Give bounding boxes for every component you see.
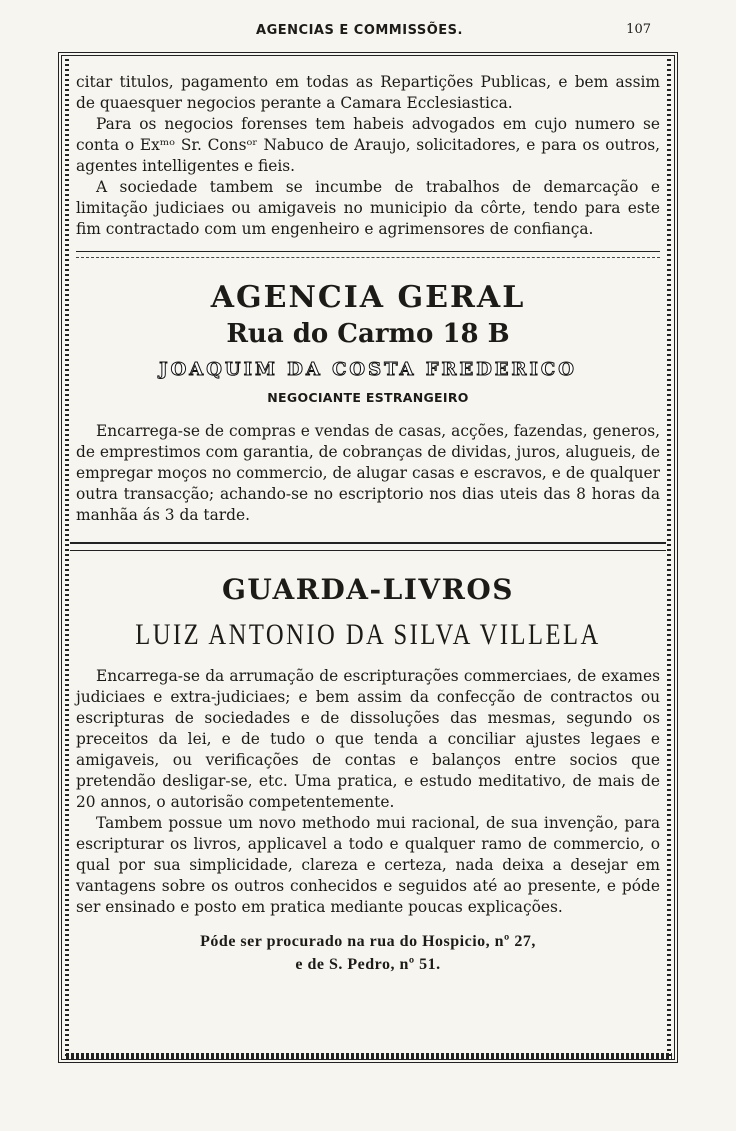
agencia-title: AGENCIA GERAL (210, 280, 526, 315)
frame-content (76, 72, 660, 976)
agencia-role: NEGOCIANTE ESTRANGEIRO (267, 390, 469, 405)
bottom-border-rule (66, 1053, 672, 1060)
guarda-livros-address (76, 930, 660, 976)
agencia-owner: JOAQUIM DA COSTA FREDERICO (159, 359, 577, 380)
agencia-address: Rua do Carmo 18 B (226, 319, 510, 349)
guarda-livros-ad (76, 573, 660, 976)
continuation-section (76, 72, 660, 240)
address-line: Póde ser procurado na rua do Hospicio, nº 27, (200, 933, 536, 950)
guarda-livros-paragraph: Encarrega-se da arrumação de escripturações commerciaes, de exames judiciaes e extra-judiciaes; e bem assim da confecção de contractos ou escripturas de sociedades e de dissoluções das mesmas, segundo os preceitos da lei, e de tudo o que tenda a conciliar ajustes legaes e amigaveis, ou verificações de contas e balanços entre socios que pretendão desligar-se, etc. Uma pratica, e estudo meditativo, de mais de 20 annos, o autorisão competentemente. (76, 667, 660, 811)
section-divider (70, 542, 666, 551)
guarda-livros-name: LUIZ ANTONIO DA SILVA VILLELA (135, 618, 601, 651)
page-number: 107 (626, 22, 651, 37)
address-line: e de S. Pedro, nº 51. (295, 956, 441, 973)
page-header (62, 20, 657, 44)
continuation-paragraph: citar titulos, pagamento em todas as Repartições Publicas, e bem assim de quaesquer negocios perante a Camara Ecclesiastica. (76, 73, 660, 112)
continuation-paragraph: Para os negocios forenses tem habeis advogados em cujo numero se conta o Exᵐᵒ Sr. Consᵒʳ Nabuco de Araujo, solicitadores, e para os outros, agentes intelligentes e fieis. (76, 115, 660, 175)
guarda-livros-paragraph: Tambem possue um novo methodo mui racional, de sua invenção, para escripturar os livros, applicavel a todo e qualquer ramo de commercio, o qual por sua simplicidade, clareza e certeza, nada deixa a desejar em vantagens sobre os outros conhecidos e seguidos até ao presente, e póde ser ensinado e posto em pratica mediante poucas explicações. (76, 814, 660, 916)
agencia-body: Encarrega-se de compras e vendas de casas, acções, fazendas, generos, de emprestimos com garantia, de cobranças de dividas, juros, alugueis, de empregar moços no commercio, de alugar casas e escravos, e de qualquer outra transacção; achando-se no escriptorio nos dias uteis das 8 horas da manhãa ás 3 da tarde. (76, 422, 660, 524)
section-divider (76, 251, 660, 258)
guarda-livros-title: GUARDA-LIVROS (222, 573, 514, 606)
continuation-paragraph: A sociedade tambem se incumbe de trabalhos de demarcação e limitação judiciaes ou amigaveis no municipio da côrte, tendo para este fim contractado com um engenheiro e agrimensores de confiança. (76, 178, 660, 238)
running-title: AGENCIAS E COMMISSÕES. (256, 23, 463, 38)
agencia-geral-ad (76, 280, 660, 526)
guarda-livros-body (76, 666, 660, 918)
advertisement-frame (58, 52, 678, 1063)
